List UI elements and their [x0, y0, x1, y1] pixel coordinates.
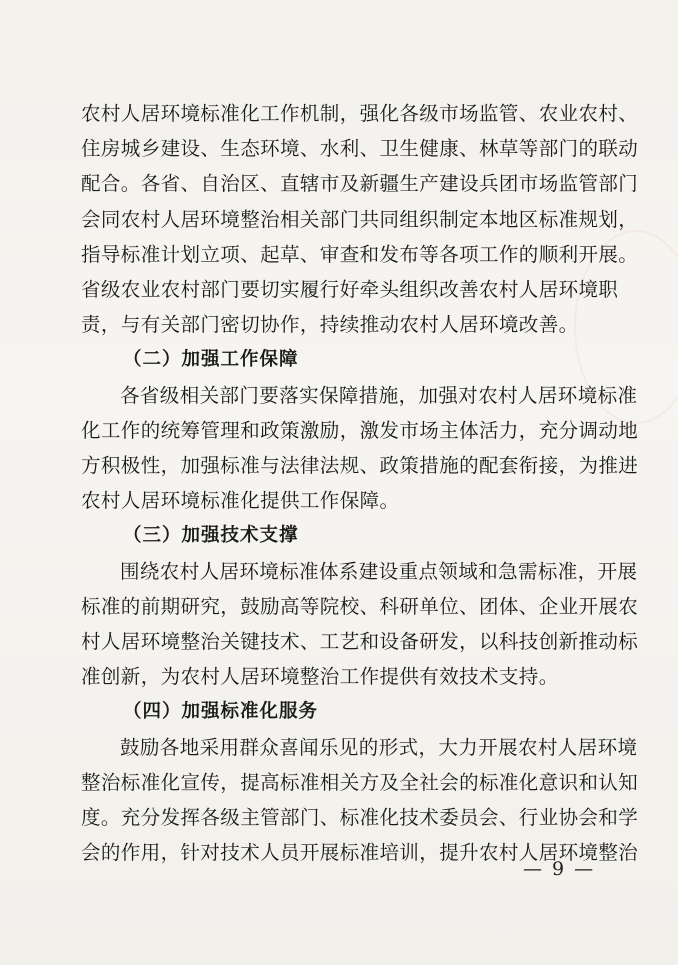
- paragraph-1: [81, 96, 639, 342]
- page-number: — 9 —: [523, 858, 596, 880]
- text-line: 各省级相关部门要落实保障措施，加强对农村人居环境标准: [120, 383, 638, 407]
- text-line: 农村人居环境标准化提供工作保障。: [81, 489, 400, 513]
- text-line: 配合。各省、自治区、直辖市及新疆生产建设兵团市场监管部门: [81, 172, 639, 196]
- text-line: 度。充分发挥各级主管部门、标准化技术委员会、行业协会和学: [81, 806, 639, 830]
- text-line: 指导标准计划立项、起草、审查和发布等各项工作的顺利开展。: [81, 242, 639, 266]
- text-line: 会同农村人居环境整治相关部门共同组织制定本地区标准规划，: [81, 207, 639, 231]
- document-body: [81, 96, 639, 870]
- text-line: 方积极性，加强标准与法律法规、政策措施的配套衔接，为推进: [81, 454, 639, 478]
- paragraph-2: [81, 378, 639, 519]
- text-line: 村人居环境整治关键技术、工艺和设备研发，以科技创新推动标: [81, 630, 639, 654]
- text-line: 责，与有关部门密切协作，持续推动农村人居环境改善。: [81, 313, 579, 337]
- text-line: 标准的前期研究，鼓励高等院校、科研单位、团体、企业开展农: [81, 594, 639, 618]
- text-line: 农村人居环境标准化工作机制，强化各级市场监管、农业农村、: [81, 102, 639, 125]
- section-heading-3: （三）加强技术支撑: [123, 525, 299, 547]
- text-line: 鼓励各地采用群众喜闻乐见的形式，大力开展农村人居环境: [120, 735, 638, 759]
- paragraph-3: [81, 554, 639, 695]
- text-line: 围绕农村人居环境标准体系建设重点领域和急需标准，开展: [120, 559, 638, 583]
- text-line: 准创新，为农村人居环境整治工作提供有效技术支持。: [81, 665, 559, 689]
- section-heading-4: （四）加强标准化服务: [123, 701, 319, 723]
- text-line: 会的作用，针对技术人员开展标准培训，提升农村人居环境整治: [81, 841, 639, 865]
- text-line: 住房城乡建设、生态环境、水利、卫生健康、林草等部门的联动: [81, 137, 639, 161]
- text-line: 化工作的统筹管理和政策激励，激发市场主体活力，充分调动地: [81, 418, 639, 442]
- text-line: 省级农业农村部门要切实履行好牵头组织改善农村人居环境职: [81, 278, 619, 302]
- text-line: 整治标准化宣传，提高标准相关方及全社会的标准化意识和认知: [81, 770, 639, 794]
- section-heading-2: （二）加强工作保障: [123, 349, 299, 371]
- paragraph-4: [81, 730, 639, 871]
